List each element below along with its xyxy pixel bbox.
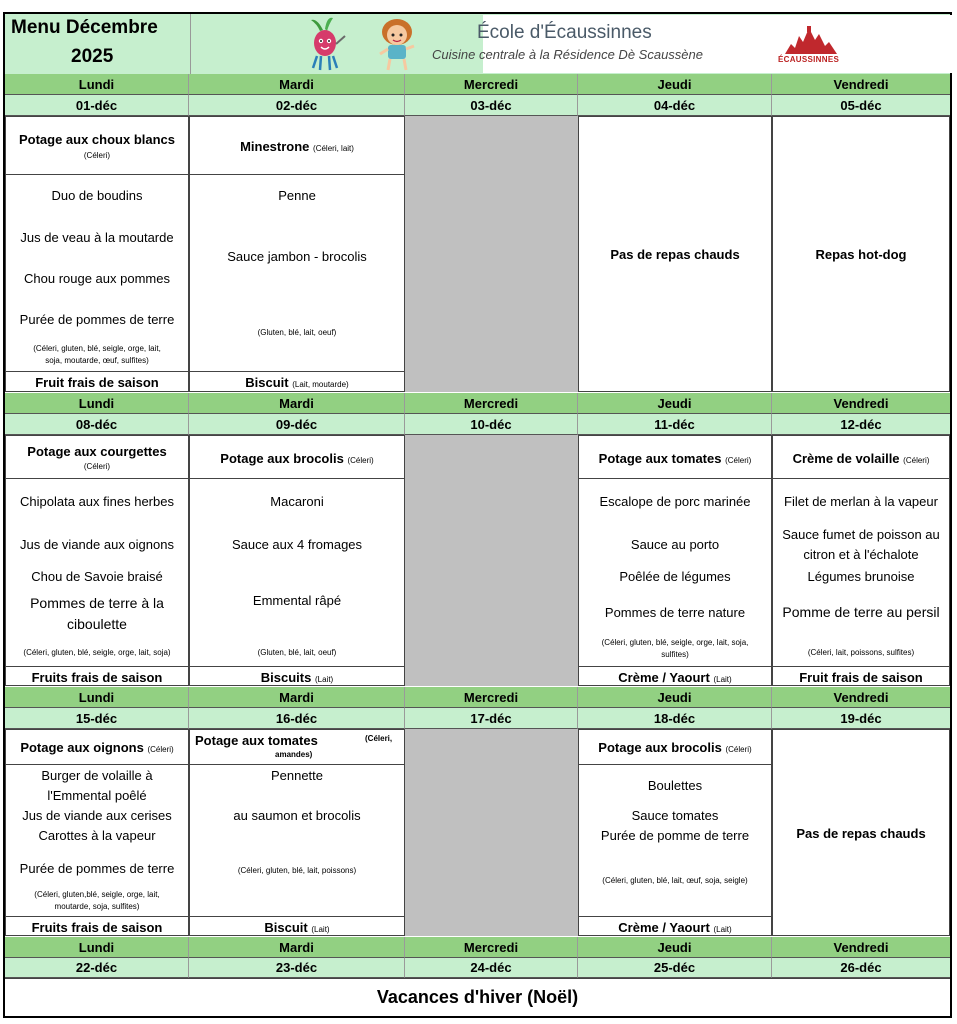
holiday-banner: Vacances d'hiver (Noël) (5, 978, 950, 1016)
dish: Purée de pommes de terre (19, 312, 175, 327)
date-header: 18-déc (578, 708, 772, 729)
day-header: Vendredi (772, 937, 950, 958)
date-header: 08-déc (5, 414, 189, 435)
allergens: (Céleri) (83, 462, 111, 471)
school-name: École d'Écaussinnes (477, 22, 652, 43)
day-header: Mercredi (405, 393, 578, 414)
dessert: Crème / Yaourt (Lait) (618, 670, 732, 685)
dish: Poêlée de légumes (619, 569, 731, 584)
dish: Sauce jambon - brocolis (227, 249, 367, 264)
dish: Carottes à la vapeur (38, 828, 156, 843)
allergens: (Céleri, gluten, blé, seigle, orge, lait, (33, 344, 161, 353)
dish: Pomme de terre au persil (782, 604, 940, 620)
day-header: Jeudi (578, 687, 772, 708)
dessert: Fruit frais de saison (35, 375, 159, 390)
soup: Potage aux choux blancs (18, 132, 176, 147)
dish: l'Emmental poêlé (47, 788, 147, 803)
allergens: (Céleri, gluten, blé, lait, œuf, soja, seigle) (602, 876, 748, 885)
dish: Duo de boudins (51, 188, 143, 203)
date-header: 10-déc (405, 414, 578, 435)
date-header: 02-déc (189, 95, 405, 116)
week1-date-row (5, 95, 950, 116)
date-header: 05-déc (772, 95, 950, 116)
week3-day-row (5, 687, 950, 708)
dish: Sauce fumet de poisson au (782, 527, 940, 542)
date-header: 24-déc (405, 958, 578, 978)
day-header: Mardi (189, 937, 405, 958)
dish: Escalope de porc marinée (599, 494, 751, 509)
allergens: (Céleri, lait, poissons, sulfites) (807, 648, 915, 657)
dish: Macaroni (270, 494, 324, 509)
date-header: 19-déc (772, 708, 950, 729)
dish: Jus de viande aux oignons (20, 537, 174, 552)
dish: Boulettes (647, 778, 703, 793)
girl-mascot-icon (375, 16, 419, 72)
day-header: Jeudi (578, 74, 772, 95)
dish: Pommes de terre à la (30, 595, 164, 611)
day-header: Lundi (5, 393, 189, 414)
date-header: 22-déc (5, 958, 189, 978)
date-header: 09-déc (189, 414, 405, 435)
allergens: soja, moutarde, œuf, sulfites) (45, 356, 149, 365)
dish: Sauce aux 4 fromages (231, 537, 363, 552)
menu-sheet (3, 12, 952, 1018)
dish: Sauce tomates (631, 808, 719, 823)
week4-day-row (5, 937, 950, 958)
date-header: 04-déc (578, 95, 772, 116)
week4-date-row (5, 958, 950, 978)
week2-date-row (5, 414, 950, 435)
dish: Jus de viande aux cerises (22, 808, 172, 823)
dish: Jus de veau à la moutarde (20, 230, 174, 245)
dessert: Fruits frais de saison (31, 670, 163, 685)
soup: Crème de volaille (Céleri) (792, 451, 930, 466)
dessert: Biscuit (Lait, moutarde) (245, 375, 349, 390)
dish: Emmental râpé (252, 593, 342, 608)
allergens: (Céleri, gluten, blé, lait, poissons) (237, 866, 357, 875)
allergens: (Céleri, gluten,blé, seigle, orge, lait, (34, 890, 160, 899)
day-header: Jeudi (578, 393, 772, 414)
date-header: 11-déc (578, 414, 772, 435)
menu-title (5, 14, 191, 74)
day-header: Jeudi (578, 937, 772, 958)
dessert: Fruits frais de saison (31, 920, 163, 935)
allergens: (Céleri, gluten, blé, seigle, orge, lait, soja) (23, 648, 171, 657)
day-header: Lundi (5, 687, 189, 708)
dish: Penne (278, 188, 316, 203)
soup: Potage aux brocolis (Céleri) (220, 451, 374, 466)
allergens: (Céleri) (83, 151, 111, 160)
dish: ciboulette (67, 616, 127, 632)
dish: Sauce au porto (630, 537, 720, 552)
dish: au saumon et brocolis (233, 808, 361, 823)
closed-day-block (405, 435, 578, 686)
dish: Burger de volaille à (41, 768, 153, 783)
allergens: moutarde, soja, sulfites) (54, 902, 140, 911)
day-header: Mercredi (405, 687, 578, 708)
menu-title-year: 2025 (71, 46, 114, 67)
allergens: (Gluten, blé, lait, oeuf) (257, 328, 337, 337)
day-header: Mardi (189, 687, 405, 708)
date-header: 23-déc (189, 958, 405, 978)
dessert: Biscuits (Lait) (260, 670, 334, 685)
dish: Pennette (270, 768, 324, 783)
date-header: 17-déc (405, 708, 578, 729)
date-header: 12-déc (772, 414, 950, 435)
dish: citron et à l'échalote (803, 547, 919, 562)
closed-day-block (405, 729, 578, 936)
day-header: Vendredi (772, 393, 950, 414)
allergens: (Gluten, blé, lait, oeuf) (257, 648, 337, 657)
dessert: Crème / Yaourt (Lait) (618, 920, 732, 935)
dish: Purée de pomme de terre (600, 828, 750, 843)
day-header: Mercredi (405, 937, 578, 958)
ecaussinnes-logo-icon (783, 24, 839, 56)
date-header: 03-déc (405, 95, 578, 116)
dish: Chou rouge aux pommes (24, 271, 170, 286)
dessert: Biscuit (Lait) (264, 920, 330, 935)
soup: Potage aux tomates (195, 733, 318, 748)
day-header: Mardi (189, 74, 405, 95)
dish: Légumes brunoise (807, 569, 915, 584)
day-header: Vendredi (772, 74, 950, 95)
day-header: Vendredi (772, 687, 950, 708)
soup: Minestrone (Céleri, lait) (240, 139, 354, 154)
no-hot-meal-note: Pas de repas chauds (796, 826, 926, 841)
soup: Potage aux oignons (Céleri) (20, 740, 174, 755)
allergens: amandes) (275, 750, 313, 759)
dish: Filet de merlan à la vapeur (784, 494, 938, 509)
soup: Potage aux tomates (Céleri) (598, 451, 752, 466)
soup: Potage aux brocolis (Céleri) (598, 740, 752, 755)
menu-title-month: Menu Décembre (11, 17, 158, 38)
date-header: 16-déc (189, 708, 405, 729)
closed-day-block (405, 116, 578, 392)
week1-day-row (5, 74, 950, 95)
dish: Chou de Savoie braisé (31, 569, 163, 584)
week3-date-row (5, 708, 950, 729)
dish: Pommes de terre nature (604, 605, 746, 620)
day-header: Lundi (5, 74, 189, 95)
radish-mascot-icon (303, 16, 347, 72)
date-header: 01-déc (5, 95, 189, 116)
dish: Purée de pommes de terre (19, 861, 175, 876)
logo-wordmark: ÉCAUSSINNES (778, 55, 840, 64)
allergens: (Céleri, gluten, blé, seigle, orge, lait, soja, (601, 638, 749, 647)
no-hot-meal-note: Pas de repas chauds (610, 247, 740, 262)
day-header: Mardi (189, 393, 405, 414)
soup: Potage aux courgettes (27, 444, 167, 459)
date-header: 15-déc (5, 708, 189, 729)
allergens: sulfites) (661, 650, 689, 659)
week2-day-row (5, 393, 950, 414)
kitchen-subtitle: Cuisine centrale à la Résidence Dè Scaussène (432, 47, 703, 62)
date-header: 25-déc (578, 958, 772, 978)
day-header: Mercredi (405, 74, 578, 95)
date-header: 26-déc (772, 958, 950, 978)
allergens: (Céleri, (365, 734, 393, 743)
day-header: Lundi (5, 937, 189, 958)
hot-dog-note: Repas hot-dog (815, 247, 907, 262)
dish: Chipolata aux fines herbes (20, 494, 174, 509)
dessert: Fruit frais de saison (799, 670, 923, 685)
